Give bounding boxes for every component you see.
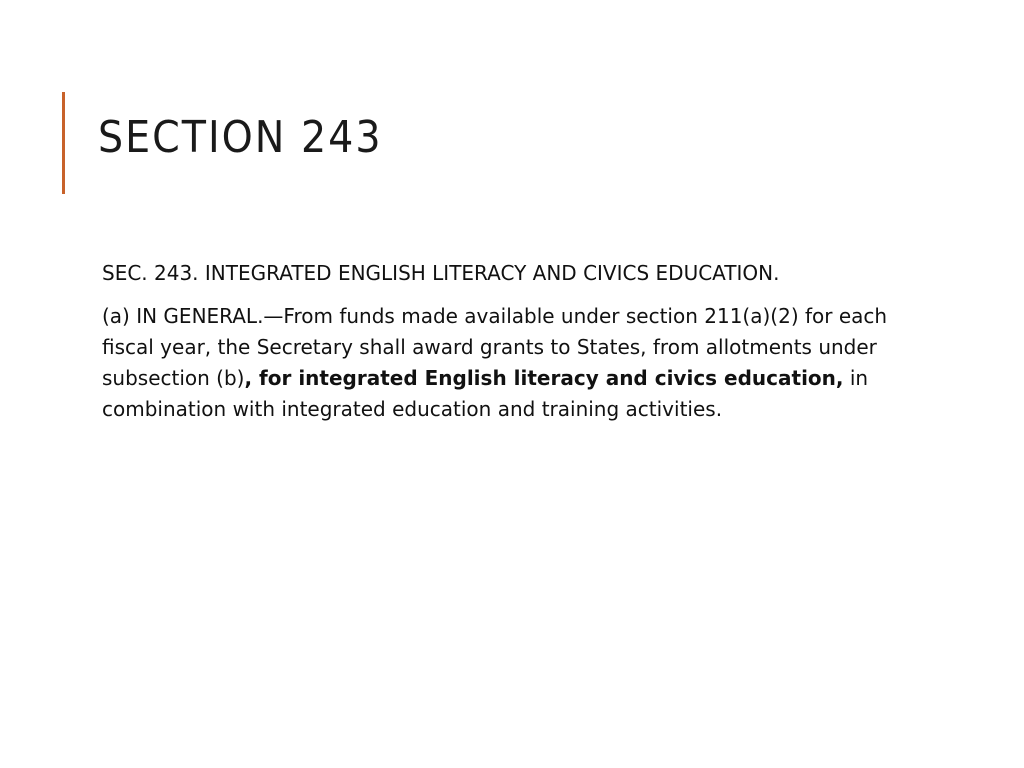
- section-paragraph: [102, 301, 912, 425]
- paragraph-intro: (a) IN GENERAL.—From funds made available under section 211(a)(2) for each fiscal year, the Secretary shall award grants to States, from allotments under subsection (b): [102, 304, 888, 390]
- title-accent-bar: [62, 92, 65, 194]
- section-heading: SEC. 243. INTEGRATED ENGLISH LITERACY AND CIVICS EDUCATION.: [102, 261, 780, 285]
- slide-title: SECTION 243: [98, 112, 383, 163]
- slide-body: [102, 258, 912, 437]
- paragraph-emphasis: , for integrated English literacy and civics education,: [244, 366, 844, 390]
- paragraph-rest: in combination with integrated education and training activities.: [102, 366, 869, 421]
